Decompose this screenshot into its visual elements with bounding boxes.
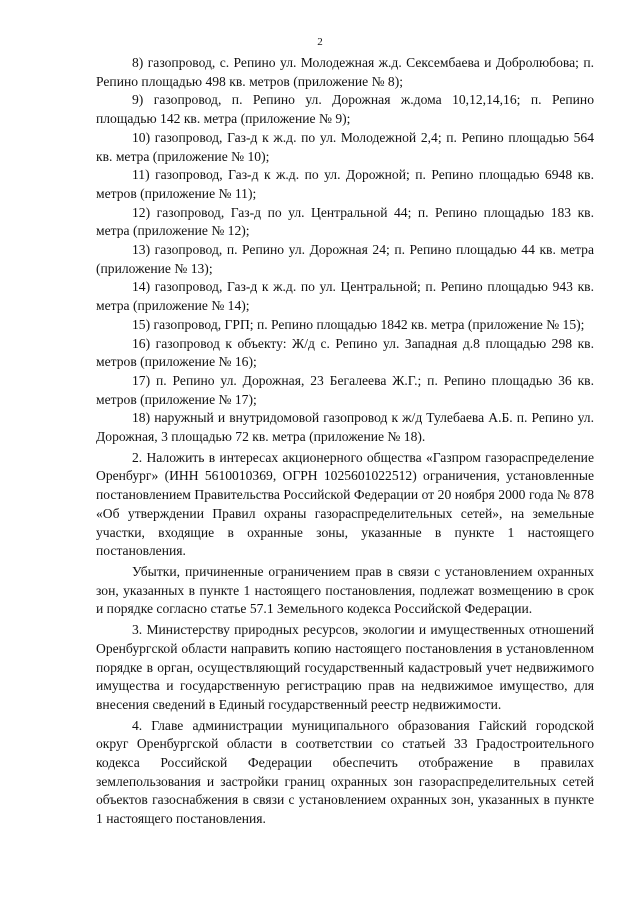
clause-2-paragraph: 2. Наложить в интересах акционерного общества «Газпром газораспределение Оренбург» (ИНН 5610010369, ОГРН 1025601022512) ограничения, установленные постановлением Правительства Российской Федерации от 20 ноября 2000 года № 878 «Об утверждении Правил охраны газораспределительных сетей», на земельные участки, входящие в охранные зоны, указанные в пункте 1 настоящего постановления. <box>96 449 594 559</box>
document-body <box>96 54 594 829</box>
clause-3-paragraph: 3. Министерству природных ресурсов, экологии и имущественных отношений Оренбургской области направить копию настоящего постановления в установленном порядке в орган, осуществляющий государственный кадастровый учет недвижимого имущества и государственную регистрацию прав на недвижимое имущество, для внесения сведений в Единый государственный реестр недвижимости. <box>96 622 594 712</box>
list-item-18: 18) наружный и внутридомовой газопровод к ж/д Тулебаева А.Б. п. Репино ул. Дорожная, 3 площадью 72 кв. метра (приложение № 18). <box>96 410 594 445</box>
page-number: 2 <box>317 36 323 48</box>
list-item-11: 11) газопровод, Газ-д к ж.д. по ул. Дорожной; п. Репино площадью 6948 кв. метров (приложение № 11); <box>96 167 594 201</box>
list-item-15: 15) газопровод, ГРП; п. Репино площадью 1842 кв. метра (приложение № 15); <box>132 316 585 332</box>
list-item-16: 16) газопровод к объекту: Ж/д с. Репино ул. Западная д.8 площадью 298 кв. метров (приложение № 16); <box>96 335 594 370</box>
list-item-17: 17) п. Репино ул. Дорожная, 23 Бегалеева Ж.Г.; п. Репино площадью 36 кв. метров (приложение № 17); <box>96 372 594 407</box>
list-item-12: 12) газопровод, Газ-д по ул. Центральной 44; п. Репино площадью 183 кв. метра (приложение № 12); <box>96 204 594 239</box>
losses-paragraph: Убытки, причиненные ограничением прав в связи с установлением охранных зон, указанных в пункте 1 настоящего постановления, подлежат возмещению в срок и порядке согласно статье 57.1 Земельного кодекса Российской Федерации. <box>96 563 594 617</box>
list-item-14: 14) газопровод, Газ-д к ж.д. по ул. Центральной; п. Репино площадью 943 кв. метра (приложение № 14); <box>96 279 594 314</box>
list-item-9: 9) газопровод, п. Репино ул. Дорожная ж.дома 10,12,14,16; п. Репино площадью 142 кв. метра (приложение № 9); <box>96 92 594 127</box>
clause-4-paragraph: 4. Главе администрации муниципального образования Гайский городской округ Оренбургской области в соответствии со статьей 33 Градостроительного кодекса Российской Федерации обеспечить отображение в правилах землепользования и застройки границ охранных зон газораспределительных сетей объектов газоснабжения в связи с установлением охранных зон, указанных в пункте 1 настоящего постановления. <box>96 717 594 827</box>
list-item-8: 8) газопровод, с. Репино ул. Молодежная ж.д. Сексембаева и Добролюбова; п. Репино площадью 498 кв. метров (приложение № 8); <box>96 55 594 89</box>
list-item-10: 10) газопровод, Газ-д к ж.д. по ул. Молодежной 2,4; п. Репино площадью 564 кв. метра (приложение № 10); <box>96 129 594 164</box>
list-item-13: 13) газопровод, п. Репино ул. Дорожная 24; п. Репино площадью 44 кв. метра (приложение № 13); <box>96 242 594 276</box>
